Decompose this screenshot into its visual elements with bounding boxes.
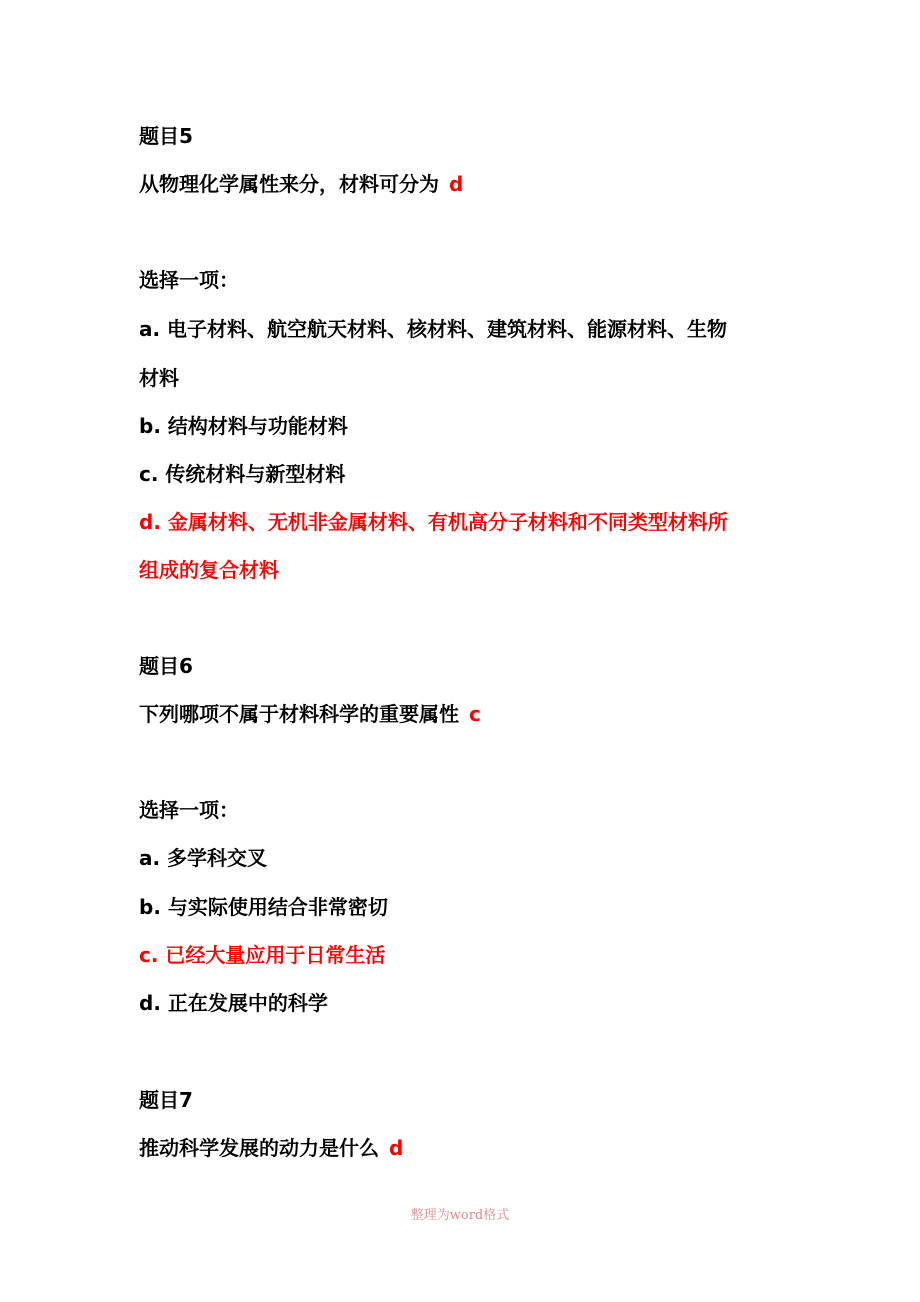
- question-6-option-b: b. 与实际使用结合非常密切: [139, 895, 388, 919]
- question-6-prompt-row: [139, 702, 481, 726]
- question-6-answer: c: [469, 702, 481, 726]
- question-5-option-a: a. 电子材料、航空航天材料、核材料、建筑材料、能源材料、生物: [139, 317, 728, 341]
- page-footer: 整理为word格式: [410, 1208, 510, 1223]
- question-6-option-c-correct: c. 已经大量应用于日常生活: [139, 943, 386, 967]
- question-5-choose-label: 选择一项：: [139, 268, 239, 292]
- question-7-answer: d: [389, 1136, 404, 1160]
- question-6-option-a: a. 多学科交叉: [139, 846, 268, 870]
- question-5-heading: 题目5: [139, 124, 193, 148]
- question-5-option-a-cont: 材料: [139, 366, 179, 390]
- question-5-prompt-row: [139, 172, 463, 196]
- question-7-prompt: 推动科学发展的动力是什么: [139, 1136, 379, 1160]
- question-5-option-d-correct: d. 金属材料、无机非金属材料、有机高分子材料和不同类型材料所: [139, 510, 728, 534]
- question-6-option-d: d. 正在发展中的科学: [139, 991, 328, 1015]
- question-6-choose-label: 选择一项：: [139, 798, 239, 822]
- question-7-heading: 题目7: [139, 1088, 193, 1112]
- question-6-heading: 题目6: [139, 654, 193, 678]
- question-5-option-c: c. 传统材料与新型材料: [139, 462, 346, 486]
- question-5-option-d-correct-cont: 组成的复合材料: [139, 558, 279, 582]
- question-5-prompt: 从物理化学属性来分，材料可分为: [139, 172, 439, 196]
- question-5-option-b: b. 结构材料与功能材料: [139, 414, 348, 438]
- question-6-prompt: 下列哪项不属于材料科学的重要属性: [139, 702, 459, 726]
- question-7-prompt-row: [139, 1136, 403, 1160]
- question-5-answer: d: [449, 172, 464, 196]
